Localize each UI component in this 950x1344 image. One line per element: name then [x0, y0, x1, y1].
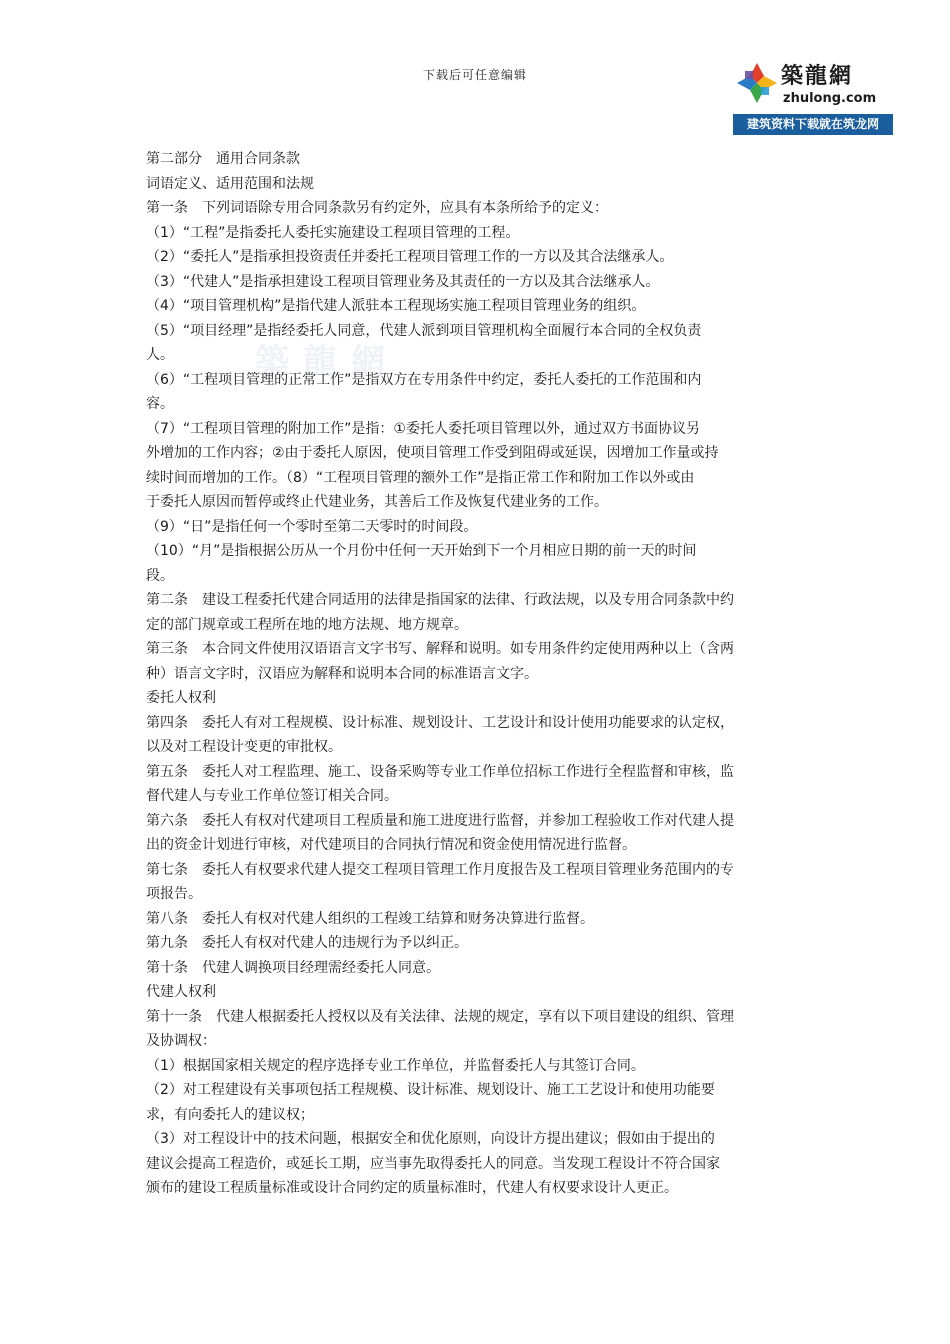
text-line: 定的部门规章或工程所在地的地方法规、地方规章。 [146, 616, 468, 633]
text-line: 第八条 委托人有权对代建人组织的工程竣工结算和财务决算进行监督。 [146, 910, 594, 927]
text-line: （3）对工程设计中的技术问题，根据安全和优化原则，向设计方提出建议；假如由于提出的 [146, 1131, 715, 1147]
text-line: 于委托人原因而暂停或终止代建业务，其善后工作及恢复代建业务的工作。 [146, 494, 608, 510]
text-line: 第二条 建设工程委托代建合同适用的法律是指国家的法律、行政法规，以及专用合同条款中约 [146, 592, 734, 608]
logo-url: zhulong.com [783, 91, 877, 106]
text-line: 第二部分 通用合同条款 [146, 151, 300, 167]
text-line: 词语定义、适用范围和法规 [146, 175, 314, 192]
text-line: （9）“日”是指任何一个零时至第二天零时的时间段。 [146, 518, 478, 535]
text-line: 代建人权利 [146, 984, 216, 1000]
text-line: 段。 [146, 567, 174, 584]
text-line: 第六条 委托人有权对代建项目工程质量和施工进度进行监督，并参加工程验收工作对代建人提 [146, 812, 734, 829]
text-line: 建议会提高工程造价，或延长工期，应当事先取得委托人的同意。当发现工程设计不符合国家 [146, 1155, 720, 1172]
text-line: 续时间而增加的工作。（8）“工程项目管理的额外工作”是指正常工作和附加工作以外或由 [146, 469, 695, 486]
text-line: （10）“月”是指根据公历从一个月份中任何一天开始到下一个月相应日期的前一天的时间 [146, 543, 697, 559]
watermark: 築龍網 [255, 342, 399, 382]
text-line: 及协调权： [146, 1033, 216, 1049]
text-line: 项报告。 [146, 886, 202, 902]
text-line: （7）“工程项目管理的附加工作”是指：①委托人委托项目管理以外，通过双方书面协议另 [146, 420, 700, 437]
document-body [146, 147, 810, 1201]
logo-name: 築龍網 [781, 63, 854, 89]
text-line: 以及对工程设计变更的审批权。 [146, 739, 342, 755]
text-line: （1）根据国家相关规定的程序选择专业工作单位，并监督委托人与其签订合同。 [146, 1057, 645, 1074]
logo-banner: 建筑资料下载就在筑龙网 [733, 114, 893, 135]
text-line: （2）对工程建设有关事项包括工程规模、设计标准、规划设计、施工工艺设计和使用功能要 [146, 1082, 715, 1098]
text-line: 第四条 委托人有对工程规模、设计标准、规划设计、工艺设计和设计使用功能要求的认定权， [146, 714, 734, 731]
text-line: 第一条 下列词语除专用合同条款另有约定外，应具有本条所给予的定义： [146, 200, 608, 216]
text-line: （6）“工程项目管理的正常工作”是指双方在专用条件中约定，委托人委托的工作范围和内 [146, 371, 702, 388]
text-line: 第九条 委托人有权对代建人的违规行为予以纠正。 [146, 935, 468, 951]
page-header-note: 下载后可任意编辑 [422, 68, 527, 82]
text-line: 种）语言文字时，汉语应为解释和说明本合同的标准语言文字。 [146, 665, 538, 682]
text-line: （3）“代建人”是指承担建设工程项目管理业务及其责任的一方以及其合法继承人。 [146, 273, 660, 290]
text-line: 人。 [146, 347, 174, 363]
text-line: （2）“委托人”是指承担投资责任并委托工程项目管理工作的一方以及其合法继承人。 [146, 249, 674, 265]
text-line: （1）“工程”是指委托人委托实施建设工程项目管理的工程。 [146, 224, 520, 241]
text-line: 容。 [146, 396, 174, 412]
text-line: 第五条 委托人对工程监理、施工、设备采购等专业工作单位招标工作进行全程监督和审核，监 [146, 763, 734, 780]
text-line: 求，有向委托人的建议权； [146, 1106, 314, 1123]
text-line: 出的资金计划进行审核，对代建项目的合同执行情况和资金使用情况进行监督。 [146, 837, 636, 853]
text-line: 第七条 委托人有权要求代建人提交工程项目管理工作月度报告及工程项目管理业务范围内的专 [146, 861, 734, 878]
text-line: （5）“项目经理”是指经委托人同意，代建人派到项目管理机构全面履行本合同的全权负责 [146, 322, 702, 339]
text-line: 委托人权利 [146, 690, 216, 706]
text-line: 第十一条 代建人根据委托人授权以及有关法律、法规的规定，享有以下项目建设的组织、管理 [146, 1008, 734, 1025]
text-line: 第十条 代建人调换项目经理需经委托人同意。 [146, 959, 440, 976]
text-line: 外增加的工作内容；②由于委托人原因，使项目管理工作受到阻碍或延误，因增加工作量或持 [146, 445, 719, 461]
text-line: （4）“项目管理机构”是指代建人派驻本工程现场实施工程项目管理业务的组织。 [146, 298, 646, 314]
text-line: 第三条 本合同文件使用汉语语言文字书写、解释和说明。如专用条件约定使用两种以上（含两 [146, 641, 734, 657]
zhulong-logo [733, 53, 893, 135]
text-line: 督代建人与专业工作单位签订相关合同。 [146, 788, 398, 804]
text-line: 颁布的建设工程质量标准或设计合同约定的质量标准时，代建人有权要求设计人更正。 [146, 1180, 678, 1196]
